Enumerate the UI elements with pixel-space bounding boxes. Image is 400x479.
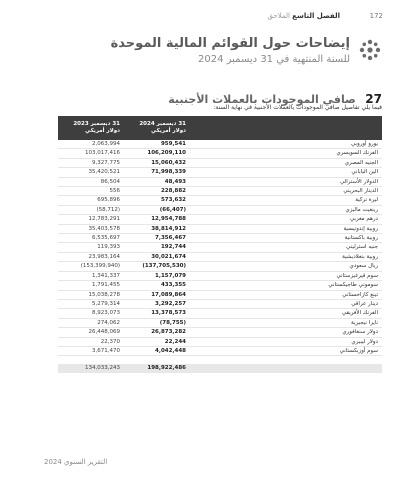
currency-label: الفرنك السويسري — [190, 149, 382, 158]
table-row — [58, 224, 382, 233]
currency-label: دولار سنغافوري — [190, 328, 382, 337]
value-2024: 7,356,467 — [124, 234, 190, 243]
currency-label: الين الياباني — [190, 168, 382, 177]
page-subtitle: للسنة المنتهية في 31 ديسمبر 2024 — [198, 54, 350, 65]
value-2023: 119,393 — [58, 243, 124, 252]
currency-label: درهم مغربي — [190, 215, 382, 224]
currency-label: تينغ كازاخستاني — [190, 290, 382, 299]
total-2023: 134,033,243 — [58, 364, 124, 373]
currency-label: الدولار الأسترالي — [190, 177, 382, 186]
table-row — [58, 215, 382, 224]
column-header-label — [190, 116, 382, 140]
table-row — [58, 205, 382, 214]
table-total-row — [58, 364, 382, 373]
page-title: إيضاحات حول القوائم المالية الموحدة — [110, 36, 350, 51]
note-number: 27 — [365, 92, 382, 106]
value-2024: (66,407) — [124, 205, 190, 214]
value-2023: 3,671,470 — [58, 346, 124, 355]
table-body — [58, 140, 382, 373]
value-2024: 15,060,432 — [124, 158, 190, 167]
note-intro: فيما يلي تفاصيل صافي الموجودات بالعملات الأجنبية في نهاية السنة: — [213, 104, 382, 111]
value-2024: 3,292,257 — [124, 299, 190, 308]
value-2023: 8,923,073 — [58, 309, 124, 318]
value-2024: (137,705,530) — [124, 262, 190, 271]
chapter-subtitle: الملاحق — [267, 12, 290, 20]
table-row — [58, 252, 382, 261]
value-2023: 15,038,278 — [58, 290, 124, 299]
currency-label: رينغيت ماليزي — [190, 205, 382, 214]
note-name: صافي الموجودات بالعملات الأجنبية — [168, 93, 356, 106]
table-row — [58, 281, 382, 290]
value-2023: 35,403,578 — [58, 224, 124, 233]
foreign-currency-table — [58, 116, 382, 373]
value-2024: 30,021,674 — [124, 252, 190, 261]
value-2024: 1,157,079 — [124, 271, 190, 280]
currency-label: روبية بنغلاديشية — [190, 252, 382, 261]
value-2024: 22,244 — [124, 337, 190, 346]
table-row — [58, 337, 382, 346]
value-2023: 23,983,164 — [58, 252, 124, 261]
currency-label: ريال سعودي — [190, 262, 382, 271]
value-2024: 228,882 — [124, 187, 190, 196]
table-row — [58, 309, 382, 318]
value-2024: 17,089,864 — [124, 290, 190, 299]
value-2023: 22,370 — [58, 337, 124, 346]
currency-label: سوم قيرغيزستاني — [190, 271, 382, 280]
currency-label: روبية إندونيسية — [190, 224, 382, 233]
table-row — [58, 177, 382, 186]
currency-label: سوم أوزبكستاني — [190, 346, 382, 355]
value-2023: 274,062 — [58, 318, 124, 327]
total-2024: 198,922,486 — [124, 364, 190, 373]
value-2024: 106,209,110 — [124, 149, 190, 158]
currency-label: جنيه استرليني — [190, 243, 382, 252]
currency-label: الجنيه المصري — [190, 158, 382, 167]
chapter-title: الفصل التاسع — [292, 12, 340, 20]
value-2024: 4,042,448 — [124, 346, 190, 355]
total-label — [190, 364, 382, 373]
table-row — [58, 196, 382, 205]
value-2023: (58,712) — [58, 205, 124, 214]
value-2024: (78,755) — [124, 318, 190, 327]
value-2023: 556 — [58, 187, 124, 196]
table-row — [58, 271, 382, 280]
value-2023: 6,535,697 — [58, 234, 124, 243]
value-2023: 1,791,455 — [58, 281, 124, 290]
value-2024: 573,632 — [124, 196, 190, 205]
table-row — [58, 168, 382, 177]
value-2024: 12,954,788 — [124, 215, 190, 224]
value-2024: 13,378,573 — [124, 309, 190, 318]
table-row — [58, 243, 382, 252]
table-spacer — [58, 356, 382, 365]
currency-label: نايرا نيجيرية — [190, 318, 382, 327]
currency-label: سوموني طاجيكستاني — [190, 281, 382, 290]
value-2024: 192,744 — [124, 243, 190, 252]
table-row — [58, 290, 382, 299]
table-row — [58, 234, 382, 243]
currency-label: يورو أوروبي — [190, 140, 382, 149]
value-2023: 26,448,069 — [58, 328, 124, 337]
value-2024: 26,873,282 — [124, 328, 190, 337]
table-row — [58, 158, 382, 167]
value-2023: 2,063,994 — [58, 140, 124, 149]
footer-report-title: التقرير السنوي 2024 — [44, 458, 108, 466]
company-logo-icon — [358, 38, 382, 62]
value-2023: 5,279,314 — [58, 299, 124, 308]
page-number: 172 — [369, 12, 383, 20]
value-2023: 9,327,775 — [58, 158, 124, 167]
table-row — [58, 149, 382, 158]
table-row — [58, 318, 382, 327]
value-2024: 71,998,339 — [124, 168, 190, 177]
column-header-2024: 31 ديسمبر 2024 دولار أمريكي — [124, 116, 190, 140]
value-2023: 695,896 — [58, 196, 124, 205]
currency-label: الفرنك الأفريقي — [190, 309, 382, 318]
page-header — [0, 12, 400, 24]
column-header-2023: 31 ديسمبر 2023 دولار أمريكي — [58, 116, 124, 140]
table-row — [58, 187, 382, 196]
currency-label: دينار عراقي — [190, 299, 382, 308]
value-2023: 86,504 — [58, 177, 124, 186]
table-row — [58, 328, 382, 337]
value-2024: 959,541 — [124, 140, 190, 149]
table-row — [58, 262, 382, 271]
table-row — [58, 299, 382, 308]
currency-label: دولار ليبيري — [190, 337, 382, 346]
currency-label: روبية باكستانية — [190, 234, 382, 243]
table-row — [58, 346, 382, 355]
table-header-row — [58, 116, 382, 140]
value-2023: 35,420,521 — [58, 168, 124, 177]
value-2023: 12,783,291 — [58, 215, 124, 224]
value-2023: 103,017,416 — [58, 149, 124, 158]
value-2023: 1,341,337 — [58, 271, 124, 280]
value-2024: 433,355 — [124, 281, 190, 290]
value-2024: 48,493 — [124, 177, 190, 186]
currency-label: الدينار البحريني — [190, 187, 382, 196]
currency-label: ليرة تركية — [190, 196, 382, 205]
table-row — [58, 140, 382, 149]
value-2024: 38,814,912 — [124, 224, 190, 233]
value-2023: (153,399,940) — [58, 262, 124, 271]
